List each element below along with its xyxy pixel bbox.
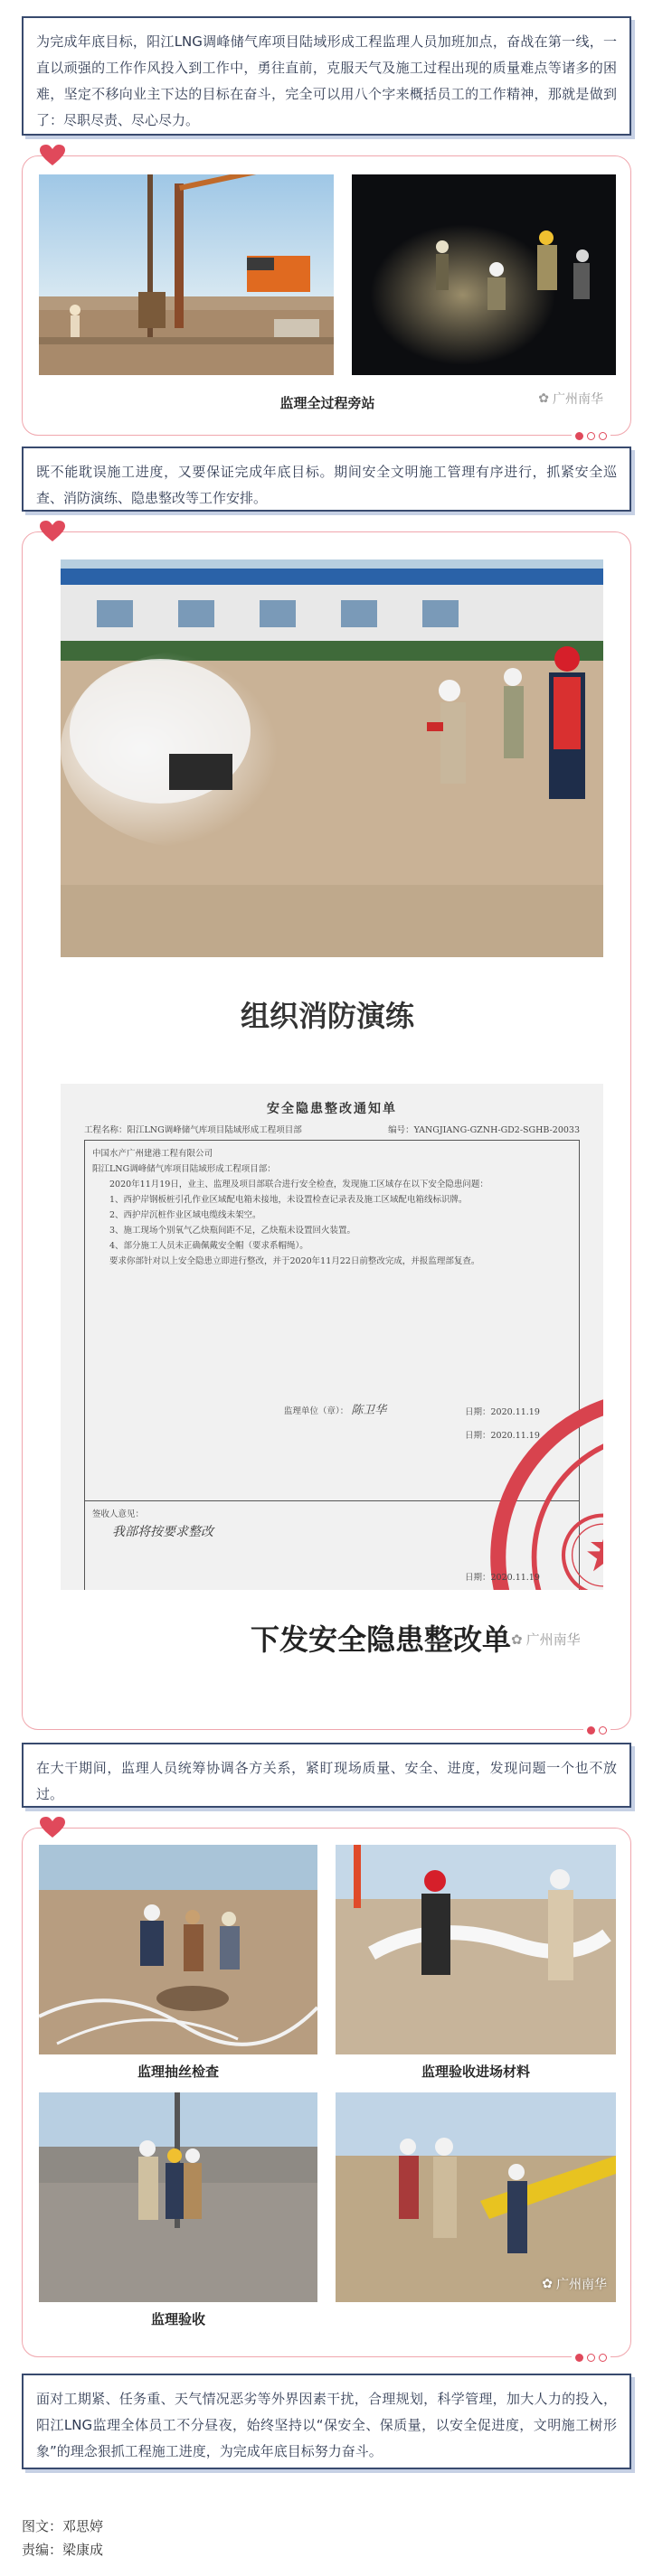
notice-receive-value: 我部将按要求整改 bbox=[112, 1525, 213, 1539]
watermark-text: 广州南华 bbox=[525, 1631, 581, 1648]
watermark bbox=[538, 390, 603, 408]
credit-editor: 责编：梁康成 bbox=[22, 2542, 104, 2558]
heart-icon bbox=[39, 520, 66, 543]
heart-icon bbox=[39, 144, 66, 167]
dot-icon bbox=[575, 2354, 583, 2362]
coordination-paragraph bbox=[22, 1743, 631, 1808]
notice-body: 要求你部针对以上安全隐患立即进行整改，并于2020年11月22日前整改完成，并报监理部复查。 bbox=[109, 1256, 480, 1266]
photo-night-inspection bbox=[352, 174, 616, 375]
photo-sampling-check bbox=[39, 1845, 317, 2054]
safety-text: 既不能耽误施工进度，又要保证完成年底目标。期间安全文明施工管理有序进行，抓紧安全巡查、消防演练、隐患整改等工作安排。 bbox=[36, 464, 617, 506]
notice-date: 日期：2020.11.19 bbox=[465, 1431, 540, 1441]
photo-section-supervision bbox=[22, 155, 631, 436]
credit-author: 图文：邓思婷 bbox=[22, 2518, 104, 2534]
dot-icon bbox=[587, 432, 595, 440]
intro-paragraph bbox=[22, 16, 631, 136]
notice-to2: 阳江LNG调峰储气库项目陆域形成工程项目部： bbox=[92, 1164, 276, 1174]
safety-paragraph bbox=[22, 447, 631, 512]
dot-icon bbox=[599, 432, 607, 440]
caption-sampling-check: 监理抽丝检查 bbox=[137, 2064, 219, 2080]
brand-logo-icon: ✿ bbox=[511, 1631, 523, 1648]
dot-icon bbox=[587, 1726, 595, 1735]
notice-receive-label: 签收人意见： bbox=[92, 1509, 145, 1519]
notice-sign-name: 陈卫华 bbox=[351, 1404, 387, 1417]
caption-material-acceptance: 监理验收进场材料 bbox=[421, 2064, 530, 2080]
photo-section-inspection bbox=[22, 1828, 631, 2357]
slide-dots bbox=[572, 2354, 610, 2362]
dot-icon bbox=[575, 432, 583, 440]
rectification-notice-document bbox=[61, 1084, 603, 1590]
coordination-text: 在大干期间，监理人员统筹协调各方关系，紧盯现场质量、安全、进度，发现问题一个也不放过。 bbox=[36, 1760, 617, 1802]
closing-paragraph bbox=[22, 2374, 631, 2469]
notice-body: 1、西护岸钢板桩引孔作业区域配电箱未接地，未设置检查记录表及施工区域配电箱线标识牌。 bbox=[109, 1195, 468, 1205]
notice-date: 日期：2020.11.19 bbox=[465, 1407, 540, 1417]
watermark-text: 广州南华 bbox=[556, 2278, 607, 2292]
brand-logo-icon: ✿ bbox=[538, 391, 549, 406]
notice-to: 中国水产广州建港工程有限公司 bbox=[92, 1149, 213, 1159]
photo-material-acceptance bbox=[336, 1845, 616, 2054]
notice-body: 3、施工现场个别氧气乙炔瓶间距不足，乙炔瓶未设置回火装置。 bbox=[109, 1226, 356, 1236]
slide-dots bbox=[583, 1726, 610, 1735]
caption-fire-drill: 组织消防演练 bbox=[240, 999, 414, 1033]
caption-supervision: 监理全过程旁站 bbox=[279, 395, 375, 411]
notice-title: 安全隐患整改通知单 bbox=[267, 1102, 397, 1116]
photo-fire-drill bbox=[61, 559, 603, 957]
notice-receive-date: 日期：2020.11.19 bbox=[465, 1573, 540, 1583]
notice-sign-label: 监理单位（章）： bbox=[284, 1406, 349, 1416]
red-seal-icon bbox=[356, 1510, 603, 1590]
notice-body: 2、西护岸沉桩作业区域电缆线未架空。 bbox=[109, 1210, 261, 1220]
photo-section-safety bbox=[22, 531, 631, 1730]
heart-icon bbox=[39, 1816, 66, 1839]
watermark bbox=[542, 2275, 607, 2293]
intro-text: 为完成年底目标，阳江LNG调峰储气库项目陆域形成工程监理人员加班加点，奋战在第一线，一直以顽强的工作作风投入到工作中，勇往直前，克服天气及施工过程出现的质量难点等诸多的困难，坚定不移向业主下达的目标在奋斗，完全可以用八个字来概括员工的工作精神，那就是做到了：尽职尽责、尽心尽力。 bbox=[36, 33, 617, 128]
notice-project: 工程名称：阳江LNG调峰储气库项目陆域形成工程项目部 bbox=[84, 1125, 302, 1135]
watermark bbox=[511, 1630, 581, 1649]
watermark-text: 广州南华 bbox=[553, 392, 603, 407]
caption-site-acceptance: 监理验收 bbox=[150, 2311, 205, 2327]
photo-site-drilling bbox=[39, 174, 334, 375]
photo-site-acceptance-1 bbox=[39, 2092, 317, 2302]
dot-icon bbox=[599, 2354, 607, 2362]
slide-dots bbox=[572, 432, 610, 440]
brand-logo-icon: ✿ bbox=[542, 2277, 553, 2291]
closing-text: 面对工期紧、任务重、天气情况恶劣等外界因素干扰，合理规划，科学管理，加大人力的投入，阳江LNG监理全体员工不分昼夜，始终坚持以“保安全、保质量，以安全促进度，文明施工树形象”的理念狠抓工程施工进度，为完成年底目标努力奋斗。 bbox=[36, 2391, 617, 2459]
photo-site-acceptance-2 bbox=[336, 2092, 616, 2302]
notice-body: 2020年11月19日，业主、监理及项目部联合进行安全检查，发现施工区域存在以下安全隐患问题： bbox=[109, 1180, 488, 1189]
notice-body: 4、部分施工人员未正确佩戴安全帽（要求系帽绳）。 bbox=[109, 1241, 308, 1251]
dot-icon bbox=[599, 1726, 607, 1735]
caption-notice: 下发安全隐患整改单 bbox=[250, 1622, 511, 1657]
notice-code: 编号：YANGJIANG-GZNH-GD2-SGHB-20033 bbox=[388, 1125, 580, 1135]
dot-icon bbox=[587, 2354, 595, 2362]
